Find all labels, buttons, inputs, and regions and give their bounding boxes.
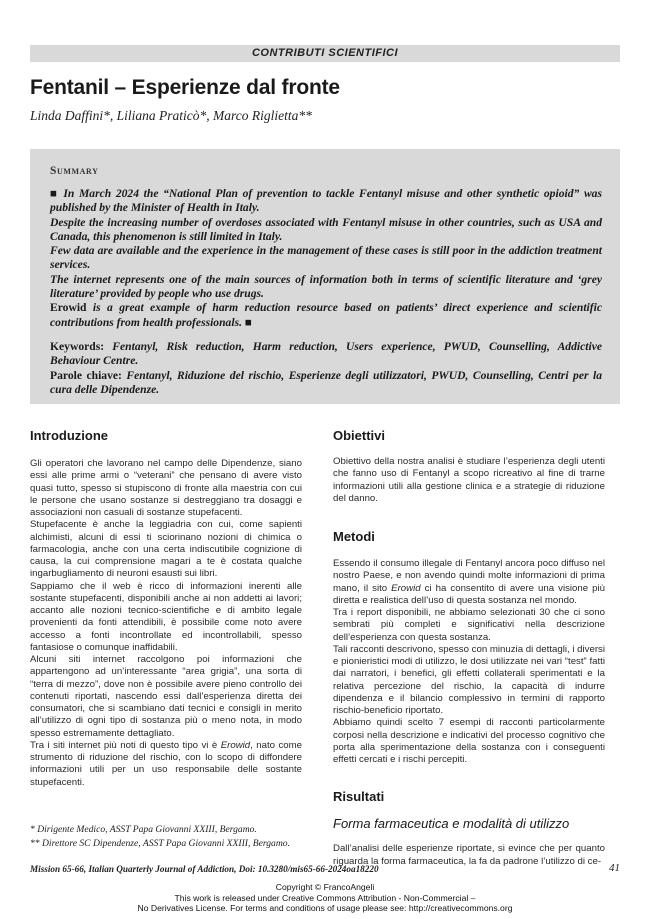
- summary-paragraph: Few data are available and the experience in the management of these cases is still poor in the addiction treatment services.: [50, 244, 602, 272]
- summary-box: [30, 149, 620, 404]
- obiettivi-body: [333, 456, 605, 505]
- paragraph: Abbiamo quindi scelto 7 esempi di racconti particolarmente corposi nella descrizione e indicativi del processo cognitivo che porta alla sperimentazione della sostanza con i conseguenti effetti cercati e i rischi percepiti.: [333, 717, 605, 765]
- article-title: Fentanil – Esperienze dal fronte: [30, 76, 340, 99]
- paragraph: Obiettivo della nostra analisi è studiare l’esperienza degli utenti che fanno uso di Fentanyl a scopo ricreativo al fine di trarne informazioni utili alla gestione clinica e a strategie di riduzione del danno.: [333, 456, 605, 504]
- paragraph: Tali racconti descrivono, spesso con minuzia di dettagli, i diversi e pionieristici modi di utilizzo, le dosi utilizzate nei vari “test” fatti dai narratori, i benefici, gli effetti collaterali sperimentati e la relativa percezione del rischio, la capacità di indurre dipendenza e il bilancio complessivo in termini di rapporto rischio-beneficio riportato.: [333, 643, 605, 716]
- copyright-notice: [0, 882, 650, 914]
- paragraph: Alcuni siti internet raccolgono poi informazioni che appartengono ad un’interessante “area grigia”, una sorta di “terra di mezzo”, dove non è possibile avere pieno controllo dei contenuti riportati, nascendo essi dall’esperienza diretta dei consumatori, che si scambiano dati tecnici e consigli in merito all’utilizzo di ogni tipo di sostanza più o meno nota, in modo spesso estremamente dettagliato.: [30, 654, 302, 739]
- authors: Linda Daffini*, Liliana Praticò*, Marco Riglietta**: [30, 108, 312, 123]
- risultati-subheading: Forma farmaceutica e modalità di utilizzo: [333, 816, 570, 832]
- text-span: Essendo il consumo illegale di Fentanyl ancora poco diffuso nel nostro Paese, e non avendo quindi molte informazioni di prima mano, il sito: [333, 558, 605, 594]
- parole-label: Parole chiave:: [50, 368, 122, 382]
- keywords-it: [50, 369, 602, 398]
- keywords-en: [50, 340, 602, 369]
- keywords-label: Keywords:: [50, 339, 105, 353]
- footnote: ** Direttore SC Dipendenze, ASST Papa Giovanni XXIII, Bergamo.: [30, 837, 290, 849]
- paragraph: Stupefacente è anche la leggiadria con cui, come sapienti alchimisti, alcuni di essi ti sciorinano nozioni di chimica o farmacologia, anche con una certa indiscutibile cognizione di causa, la cui comprensione magari a te è costata qualche ingarbugliamento di neuroni esausti sui libri.: [30, 519, 302, 580]
- right-column: [333, 428, 605, 868]
- left-column: [30, 428, 302, 789]
- paragraph: [333, 558, 605, 607]
- copyright-line: No Derivatives License. For terms and conditions of usage please see: http://creativecommons.org: [137, 903, 513, 914]
- summary-paragraph: [50, 301, 602, 330]
- introduzione-heading: Introduzione: [30, 428, 108, 443]
- risultati-heading: Risultati: [333, 789, 385, 805]
- copyright-line: This work is released under Creative Commons Attribution - Non-Commercial –: [174, 892, 476, 903]
- paragraph: Sappiamo che il web è ricco di informazioni inerenti alle sostante stupefacenti, disponibili anche ai non addetti ai lavori; accanto alle nozioni tecnico-scientifiche e di ambito legale provenienti da fonti attendibili, è possibile come noto avere accesso a fonti incontrollate ed incontrollabili, spesso fantasiose o comunque inaffidabili.: [30, 580, 302, 653]
- paragraph: Tra i report disponibili, ne abbiamo selezionati 30 che ci sono sembrati più completi e significativi nella descrizione dell’esperienza con questa sostanza.: [333, 607, 605, 643]
- parole-value: Fentanyl, Riduzione del rischio, Esperienze degli utilizzatori, PWUD, Counselling, Centri per la cura delle Dipendenze.: [50, 368, 603, 396]
- text-span: , nato come strumento di riduzione del rischio, con lo scopo di diffondere informazioni utili per un uso responsabile delle sostante stupefacenti.: [30, 739, 303, 788]
- text-span: ci ha consentito di avere una visione più diretta e realistica dell’uso di questa sostanza nel mondo.: [333, 582, 605, 606]
- summary-heading: Summary: [50, 165, 99, 177]
- erowid-name: Erowid: [220, 739, 251, 751]
- metodi-heading: Metodi: [333, 529, 375, 544]
- erowid-name: Erowid: [50, 301, 87, 315]
- introduzione-body: [30, 458, 302, 789]
- summary-paragraph: The internet represents one of the main sources of information both in terms of scientific literature and ‘grey literature’ provided by people who use drugs.: [50, 272, 602, 301]
- summary-content: [50, 165, 602, 397]
- paragraph: [30, 740, 302, 789]
- text-span: Tra i siti internet più noti di questo tipo vi è: [30, 739, 221, 751]
- obiettivi-heading: Obiettivi: [333, 428, 386, 443]
- erowid-name: Erowid: [391, 582, 421, 594]
- summary-paragraph: ■ In March 2024 the “National Plan of prevention to tackle Fentanyl misuse and other synthetic opioid” was published by the Minister of Health in Italy.: [50, 187, 602, 215]
- page-number: 41: [609, 862, 620, 874]
- copyright-line: Copyright © FrancoAngeli: [275, 882, 375, 892]
- section-label: CONTRIBUTI SCIENTIFICI: [30, 45, 620, 62]
- journal-citation: Mission 65-66, Italian Quarterly Journal of Addiction, Doi: 10.3280/mis65-66-2024oa18220: [30, 864, 379, 874]
- summary-paragraph-rest: is a great example of harm reduction resource based on patients’ direct experience and scientific contributions from health professionals. ■: [50, 301, 602, 329]
- summary-paragraph: Despite the increasing number of overdoses associated with Fentanyl misuse in other countries, such as USA and Canada, this phenomenon is still limited in Italy.: [50, 215, 602, 243]
- paragraph: Dall’analisi delle esperienze riportate, si evince che per quanto riguarda la forma farmaceutica, la fa da padrone l’utilizzo di ce-: [333, 843, 605, 867]
- summary-text: [50, 187, 602, 330]
- keywords: [50, 340, 602, 397]
- footnotes: [30, 823, 302, 850]
- keywords-value: Fentanyl, Risk reduction, Harm reduction, Users experience, PWUD, Counselling, Addictive Behaviour Centre.: [50, 339, 602, 368]
- metodi-body: [333, 558, 605, 766]
- footnote: * Dirigente Medico, ASST Papa Giovanni XXIII, Bergamo.: [30, 824, 257, 835]
- paragraph: Gli operatori che lavorano nel campo delle Dipendenze, siano essi alle prime armi o “veterani” che pensano di avere visto quasi tutto, spesso si stupiscono di fronte alla maestria con cui le persone che usano sostanze si destreggiano tra dosaggi e associazioni non casuali di sostanze stupefacenti.: [30, 458, 302, 518]
